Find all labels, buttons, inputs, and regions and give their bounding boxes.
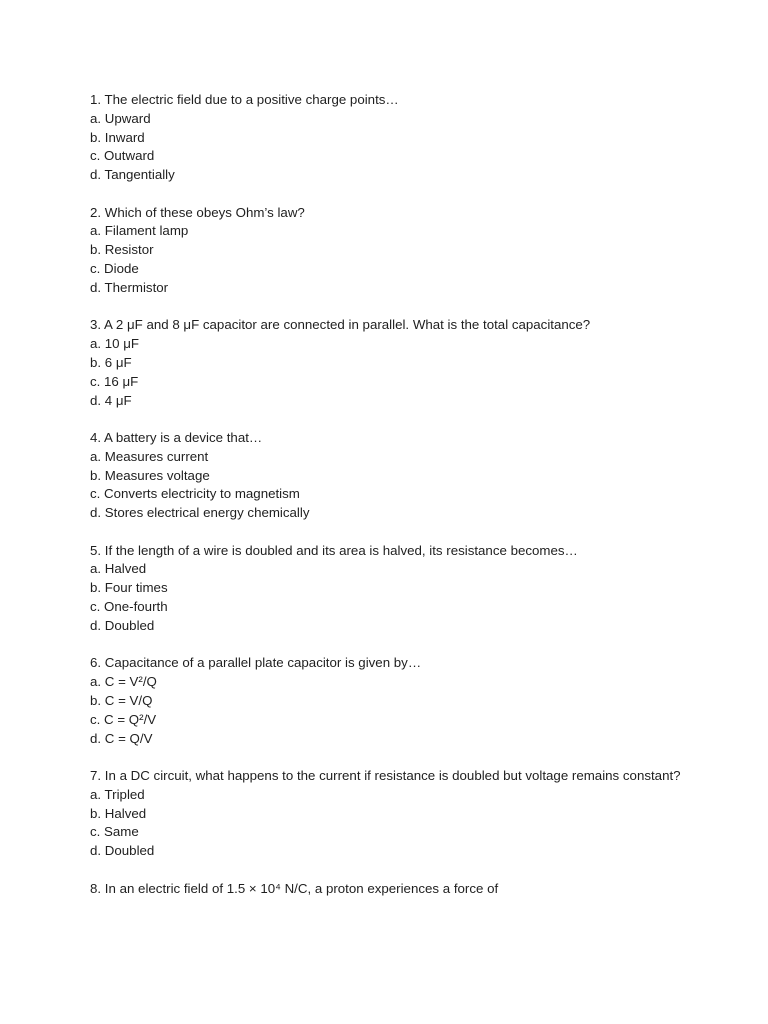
- option-d: d. 4 μF: [90, 392, 132, 408]
- question-4: [90, 429, 690, 523]
- option-a: a. Upward: [90, 110, 151, 126]
- question-text: 3. A 2 μF and 8 μF capacitor are connected in parallel. What is the total capacitance?: [90, 317, 591, 333]
- option-d: d. Doubled: [90, 617, 155, 633]
- option-a: a. C = V²/Q: [90, 674, 157, 690]
- question-text: 8. In an electric field of 1.5 × 10⁴ N/C, a proton experiences a force of: [90, 880, 499, 896]
- option-c: c. Diode: [90, 261, 139, 277]
- question-text: 1. The electric field due to a positive charge points…: [90, 92, 399, 107]
- option-c: c. 16 μF: [90, 373, 139, 389]
- option-b: b. C = V/Q: [90, 692, 153, 708]
- option-a: a. Halved: [90, 561, 147, 577]
- question-7: [90, 767, 690, 861]
- option-d: d. Doubled: [90, 843, 155, 859]
- question-text: 2. Which of these obeys Ohm’s law?: [90, 204, 305, 220]
- option-a: a. Tripled: [90, 786, 145, 802]
- option-b: b. Halved: [90, 805, 147, 821]
- option-a: a. Measures current: [90, 448, 209, 464]
- option-c: c. Same: [90, 824, 139, 840]
- question-text: 4. A battery is a device that…: [90, 430, 263, 446]
- option-d: d. Thermistor: [90, 279, 169, 295]
- option-c: c. Converts electricity to magnetism: [90, 486, 300, 502]
- option-d: d. Stores electrical energy chemically: [90, 505, 310, 521]
- question-5: [90, 542, 690, 636]
- question-6: [90, 654, 690, 748]
- question-2: [90, 204, 690, 298]
- question-text: 7. In a DC circuit, what happens to the current if resistance is doubled but voltage remains constant?: [90, 768, 681, 784]
- question-8: [90, 880, 690, 899]
- document-page: [90, 91, 690, 917]
- option-d: d. C = Q/V: [90, 730, 153, 746]
- question-text: 5. If the length of a wire is doubled and its area is halved, its resistance becomes…: [90, 542, 578, 558]
- option-b: b. 6 μF: [90, 354, 132, 370]
- option-b: b. Four times: [90, 580, 168, 596]
- option-b: b. Measures voltage: [90, 467, 210, 483]
- option-d: d. Tangentially: [90, 167, 175, 183]
- option-c: c. Outward: [90, 148, 155, 164]
- option-b: b. Resistor: [90, 242, 154, 258]
- option-c: c. One-fourth: [90, 599, 168, 615]
- option-a: a. 10 μF: [90, 336, 140, 352]
- question-text: 6. Capacitance of a parallel plate capacitor is given by…: [90, 655, 422, 671]
- question-3: [90, 316, 690, 410]
- option-a: a. Filament lamp: [90, 223, 189, 239]
- question-1: [90, 91, 690, 185]
- option-c: c. C = Q²/V: [90, 711, 157, 727]
- option-b: b. Inward: [90, 129, 145, 145]
